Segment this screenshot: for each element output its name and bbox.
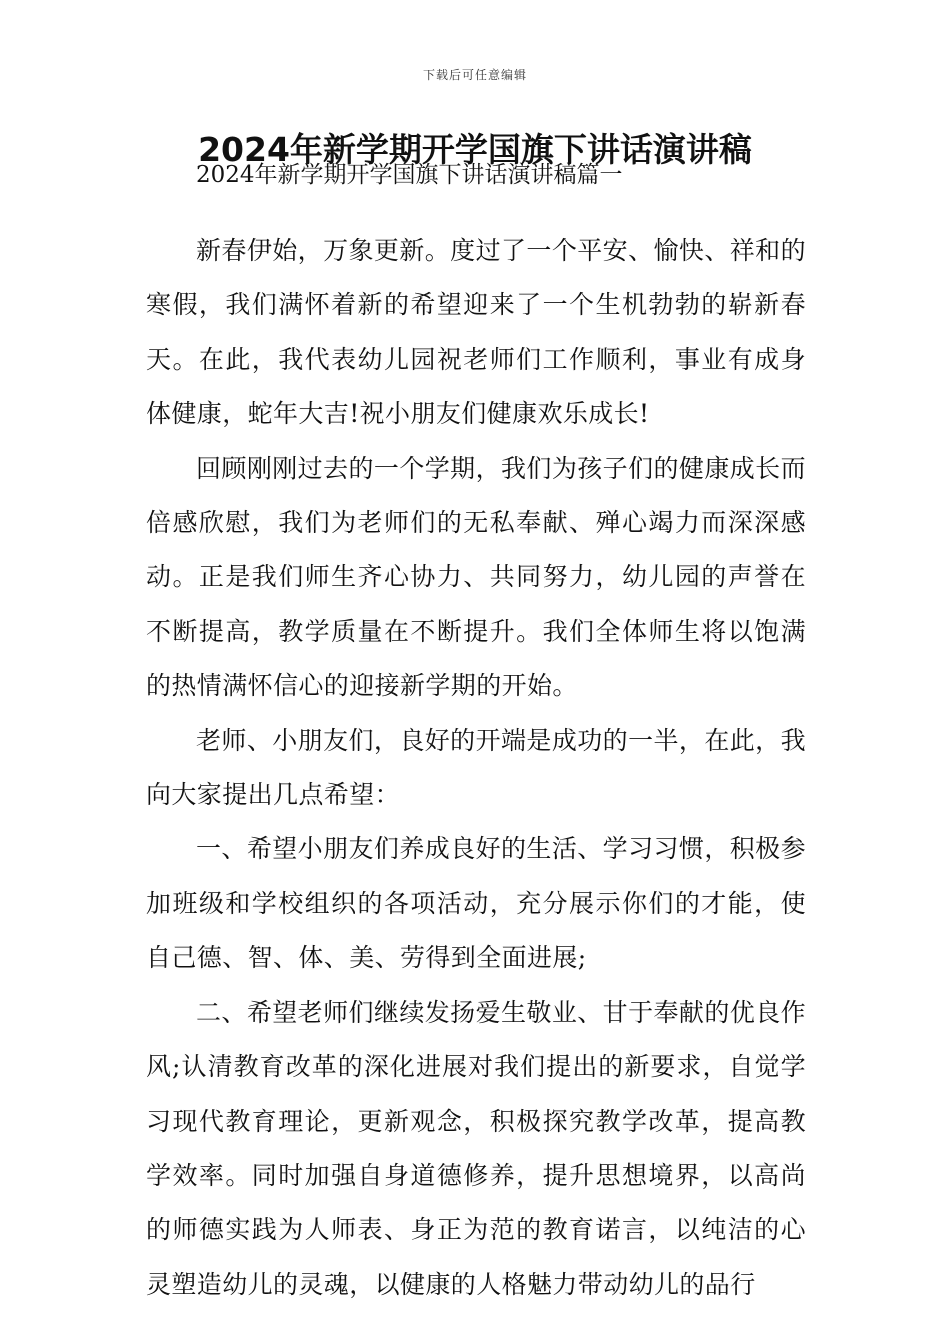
paragraph-4: 一、希望小朋友们养成良好的生活、学习习惯，积极参加班级和学校组织的各项活动，充分展示你们的才能，使自己德、智、体、美、劳得到全面进展; — [146, 834, 806, 973]
document-title: 2024年新学期开学国旗下讲话演讲稿 — [198, 130, 752, 169]
header-note: 下载后可任意编辑 — [422, 68, 527, 82]
paragraph-5: 二、希望老师们继续发扬爱生敬业、甘于奉献的优良作风;认清教育改革的深化进展对我们提出的新要求，自觉学习现代教育理论，更新观念，积极探究教学改革，提高教学效率。同时加强自身道德修养，提升思想境界，以高尚的师德实践为人师表、身正为范的教育诺言，以纯洁的心灵塑造幼儿的灵魂，以健康的人格魅力带动幼儿的品行 — [146, 997, 806, 1299]
paragraph-1: 新春伊始，万象更新。度过了一个平安、愉快、祥和的寒假，我们满怀着新的希望迎来了一个生机勃勃的崭新春天。在此，我代表幼儿园祝老师们工作顺利，事业有成身体健康，蛇年大吉!祝小朋友们健康欢乐成长! — [146, 236, 806, 429]
document-subtitle: 2024年新学期开学国旗下讲话演讲稿篇一 — [196, 162, 623, 188]
document-body — [146, 224, 806, 1312]
paragraph-2: 回顾刚刚过去的一个学期，我们为孩子们的健康成长而倍感欣慰，我们为老师们的无私奉献、殚心竭力而深深感动。正是我们师生齐心协力、共同努力，幼儿园的声誉在不断提高，教学质量在不断提升。我们全体师生将以饱满的热情满怀信心的迎接新学期的开始。 — [146, 453, 806, 701]
paragraph-3: 老师、小朋友们，良好的开端是成功的一半，在此，我向大家提出几点希望： — [146, 725, 806, 810]
